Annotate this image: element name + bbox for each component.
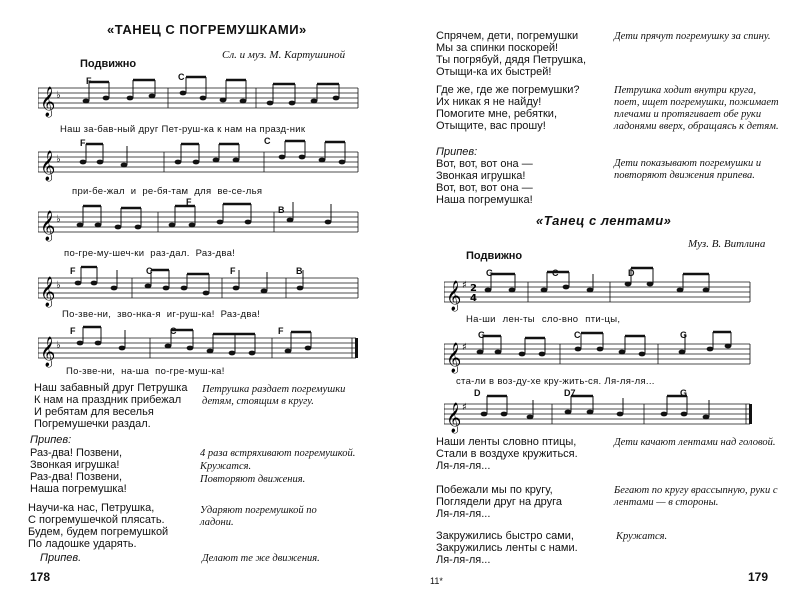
verse-block — [28, 502, 168, 550]
verse-line: Побежали мы по кругу, — [436, 484, 553, 496]
lyrics-line: ста-ли в воз-ду-хе кру-жить-ся. Ля-ля-ля... — [456, 376, 655, 387]
svg-text:♭: ♭ — [56, 340, 61, 351]
verse-line: Звонкая игрушка! — [30, 459, 120, 471]
music-staff — [38, 196, 360, 246]
staff-notation — [38, 136, 360, 186]
verse-block — [436, 30, 586, 78]
stage-direction: Делают те же движения. — [202, 553, 320, 564]
lyrics-line: По-зве-ни, на-ша по-гре-муш-ка! — [66, 366, 225, 377]
verse-block — [436, 436, 578, 472]
svg-text:♯: ♯ — [462, 402, 467, 413]
chord-label: G — [486, 268, 494, 278]
chord-label: F — [70, 326, 76, 336]
staff-notation — [38, 262, 360, 312]
music-staff — [38, 322, 360, 372]
verse-line: Ля-ля-ля... — [436, 508, 491, 520]
chord-label: C — [170, 326, 177, 336]
staff-notation — [444, 388, 754, 434]
chord-label: C — [178, 72, 185, 82]
chord-label: G — [680, 330, 688, 340]
verse-line: Отыщите, вас прошу! — [436, 120, 546, 132]
svg-text:𝄞: 𝄞 — [40, 277, 56, 307]
verse-line: Будем, будем погремушкой — [28, 526, 169, 538]
svg-text:♭: ♭ — [56, 280, 61, 291]
svg-text:♯: ♯ — [462, 280, 467, 291]
verse-line: Помогите мне, ребятки, — [436, 108, 557, 120]
chorus-label: Припев: — [436, 146, 478, 158]
verse-line: Наши ленты словно птицы, — [436, 436, 577, 448]
staff-notation — [38, 196, 360, 246]
verse-line: Наша погремушка! — [30, 483, 127, 495]
svg-text:𝄞: 𝄞 — [40, 211, 56, 241]
song-title: «Танец с лентами» — [536, 213, 672, 228]
verse-line: Научи-ка нас, Петрушка, — [28, 502, 155, 514]
stage-direction: Кружатся. — [616, 531, 668, 542]
svg-text:♭: ♭ — [56, 90, 61, 101]
verse-line: По ладошке ударять. — [28, 538, 137, 550]
svg-text:2: 2 — [470, 283, 477, 294]
chord-label: G — [478, 330, 486, 340]
chorus-label: Припев. — [40, 552, 82, 564]
verse-line: Ля-ля-ля... — [436, 554, 491, 566]
verse-line: Ля-ля-ля... — [436, 460, 491, 472]
chord-label: C — [574, 330, 581, 340]
verse-line: Погремушечки раздал. — [34, 418, 151, 430]
svg-text:4: 4 — [470, 293, 477, 304]
svg-text:♭: ♭ — [56, 214, 61, 225]
chord-label: F — [186, 197, 192, 207]
chord-label: D — [628, 268, 635, 278]
verse-line: Стали в воздухе кружиться. — [436, 448, 578, 460]
verse-line: Где же, где же погремушки? — [436, 84, 580, 96]
verse-line: Раз-два! Позвени, — [30, 447, 123, 459]
stage-direction: Повторяют движения. — [200, 474, 306, 485]
chord-label: F — [278, 326, 284, 336]
verse-line: Спрячем, дети, погремушки — [436, 30, 579, 42]
chord-label: C — [264, 136, 271, 146]
svg-text:𝄞: 𝄞 — [446, 281, 462, 311]
tempo-marking: Подвижно — [466, 250, 523, 262]
tempo-marking: Подвижно — [80, 58, 137, 70]
chord-label: D7 — [564, 388, 576, 398]
lyrics-line: По-зве-ни, зво-нка-я иг-руш-ка! Раз-два! — [62, 309, 261, 320]
verse-line: Мы за спинки поскорей! — [436, 42, 559, 54]
verse-block — [34, 382, 187, 430]
verse-line: Раз-два! Позвени, — [30, 471, 123, 483]
verse-line: Закружились ленты с нами. — [436, 542, 578, 554]
page-number: 179 — [748, 570, 769, 584]
verse-line: И ребятам для веселья — [34, 406, 154, 418]
svg-text:♯: ♯ — [462, 342, 467, 353]
music-staff — [38, 136, 360, 186]
song-title: «ТАНЕЦ С ПОГРЕМУШКАМИ» — [107, 22, 307, 37]
chorus-block — [436, 158, 533, 206]
music-staff — [444, 328, 754, 378]
verse-line: К нам на праздник прибежал — [34, 394, 182, 406]
stage-direction: 4 раза встряхивают погремушкой. — [200, 448, 356, 459]
stage-direction: Петрушка ходит внутри круга, поет, ищет погремушки, пожимает плечами и протягивает обе руки ладонями вверх, обращаясь к детям. — [614, 85, 779, 132]
chord-label: F — [86, 76, 92, 86]
verse-line: Наша погремушка! — [436, 194, 533, 206]
chorus-label: Припев: — [30, 434, 72, 446]
svg-text:𝄞: 𝄞 — [446, 343, 462, 373]
stage-direction: Дети качают лентами над головой. — [614, 437, 776, 448]
verse-line: Вот, вот, вот она — — [436, 182, 533, 194]
stage-direction: Дети показывают погремушки и повторяют движения припева. — [614, 158, 762, 181]
stage-direction: Дети прячут погремушку за спину. — [614, 31, 771, 42]
svg-text:♭: ♭ — [56, 154, 61, 165]
verse-line: Поглядели друг на друга — [436, 496, 562, 508]
chord-label: B — [296, 266, 303, 276]
stage-direction: Бегают по кругу врассыпную, руки с лентами — в стороны. — [614, 485, 778, 508]
verse-line: Их никак я не найду! — [436, 96, 542, 108]
chord-label: F — [230, 266, 236, 276]
stage-direction: Петрушка раздает погремушки детям, стоящим в кругу. — [202, 384, 346, 407]
staff-notation — [444, 328, 754, 378]
chord-label: C — [146, 266, 153, 276]
chord-label: C — [552, 268, 559, 278]
chord-label: D — [474, 388, 481, 398]
song-authors: Муз. В. Витлина — [688, 238, 766, 250]
svg-text:𝄞: 𝄞 — [446, 403, 462, 433]
verse-line: Отыщи-ка их быстрей! — [436, 66, 552, 78]
verse-line: Ты погрябуй, дядя Петрушка, — [436, 54, 587, 66]
verse-block — [436, 84, 579, 132]
page-number: 178 — [30, 570, 51, 584]
lyrics-line: На-ши лен-ты сло-вно пти-цы, — [466, 314, 621, 325]
chord-label: F — [80, 138, 86, 148]
verse-line: С погремушечкой плясать. — [28, 514, 165, 526]
chord-label: G — [680, 388, 688, 398]
stage-direction: Кружатся. — [200, 461, 252, 472]
lyrics-line: при-бе-жал и ре-бя-там для ве-се-лья — [72, 186, 263, 197]
verse-line: Звонкая игрушка! — [436, 170, 526, 182]
svg-text:𝄞: 𝄞 — [40, 87, 56, 117]
verse-block — [436, 484, 562, 520]
svg-text:𝄞: 𝄞 — [40, 337, 56, 367]
signature-mark: 11* — [430, 576, 443, 586]
lyrics-line: Наш за-бав-ный друг Пет-руш-ка к нам на празд-ник — [60, 124, 306, 135]
verse-line: Закружились быстро сами, — [436, 530, 574, 542]
verse-line: Наш забавный друг Петрушка — [34, 382, 188, 394]
staff-notation — [38, 322, 360, 372]
stage-direction: Ударяют погремушкой по ладони. — [200, 505, 317, 528]
chord-label: B — [278, 205, 285, 215]
music-staff — [444, 388, 754, 434]
svg-text:𝄞: 𝄞 — [40, 151, 56, 181]
song-authors: Сл. и муз. М. Картушиной — [222, 49, 346, 61]
verse-line: Вот, вот, вот она — — [436, 158, 533, 170]
verse-block — [436, 530, 578, 566]
chord-label: F — [70, 266, 76, 276]
chorus-block — [30, 447, 127, 495]
lyrics-line: по-гре-му-шеч-ки раз-дал. Раз-два! — [64, 248, 236, 259]
right-page — [400, 0, 800, 591]
music-staff — [38, 262, 360, 312]
